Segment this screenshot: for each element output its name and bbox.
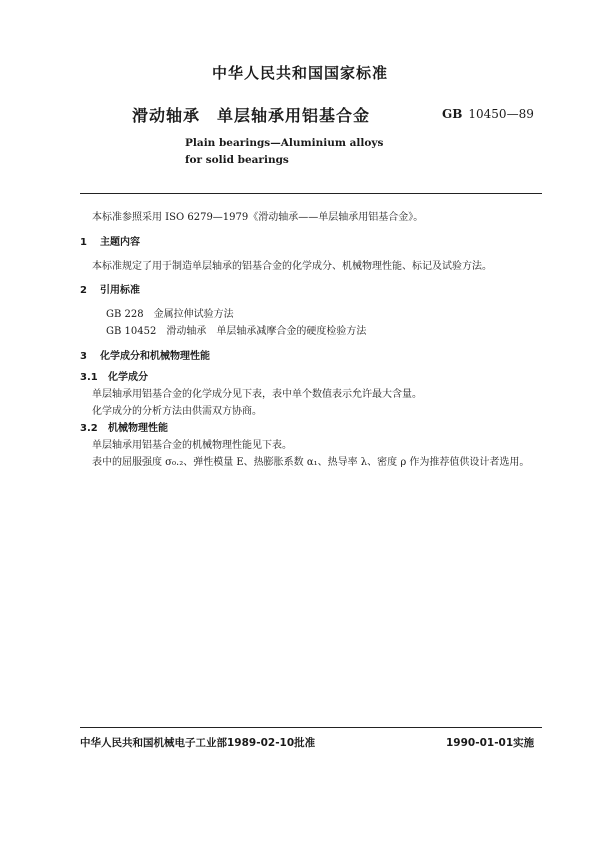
section-1-heading [80, 233, 140, 248]
approval-line: 中华人民共和国机械电子工业部1989-02-10批准 [80, 737, 316, 749]
section-3-2-number: 3.2 [80, 423, 98, 434]
section-3-2-line1: 单层轴承用铝基合金的机械物理性能见下表。 [92, 440, 292, 451]
section-3-heading [80, 347, 210, 362]
section-3-2-heading [80, 419, 168, 434]
standard-prefix: GB [442, 107, 463, 121]
footer-divider [80, 727, 542, 728]
section-3-1-number: 3.1 [80, 372, 98, 383]
section-1-text: 本标准规定了用于制造单层轴承的铝基合金的化学成分、机械物理性能、标记及试验方法。 [92, 261, 492, 272]
section-2-heading [80, 281, 140, 296]
section-3-1-line2: 化学成分的分析方法由供需双方协商。 [92, 406, 262, 417]
section-3-1-heading [80, 368, 148, 383]
section-3-2-title: 机械物理性能 [108, 423, 168, 434]
implementation-date: 1990-01-01实施 [446, 737, 535, 749]
document-title: 滑动轴承 单层轴承用铝基合金 [132, 106, 371, 125]
section-3-2-line2: 表中的屈服强度 σ₀.₂、弹性模量 E、热膨胀系数 α₁、热导率 λ、密度 ρ 作为推荐值供设计者选用。 [92, 457, 530, 468]
issuing-organization: 中华人民共和国国家标准 [211, 64, 388, 82]
section-3-1-title: 化学成分 [108, 372, 148, 383]
english-title-line1: Plain bearings—Aluminium alloys [185, 137, 384, 149]
reference-2: GB 10452 滑动轴承 单层轴承减摩合金的硬度检验方法 [106, 326, 367, 337]
section-3-1-line1: 单层轴承用铝基合金的化学成分见下表，表中单个数值表示允许最大含量。 [92, 389, 422, 400]
section-3-title: 化学成分和机械物理性能 [100, 351, 210, 362]
section-3-number: 3 [80, 351, 87, 362]
standard-number [442, 107, 534, 121]
section-1-title: 主题内容 [100, 237, 140, 248]
intro-paragraph: 本标准参照采用 ISO 6279—1979《滑动轴承——单层轴承用铝基合金》。 [92, 212, 424, 223]
section-2-title: 引用标准 [100, 285, 140, 296]
section-2-number: 2 [80, 285, 87, 296]
standard-code: 10450—89 [468, 107, 534, 121]
english-title-line2: for solid bearings [185, 154, 289, 166]
header-divider [80, 193, 542, 194]
section-1-number: 1 [80, 237, 87, 248]
reference-1: GB 228 金属拉伸试验方法 [106, 309, 234, 320]
